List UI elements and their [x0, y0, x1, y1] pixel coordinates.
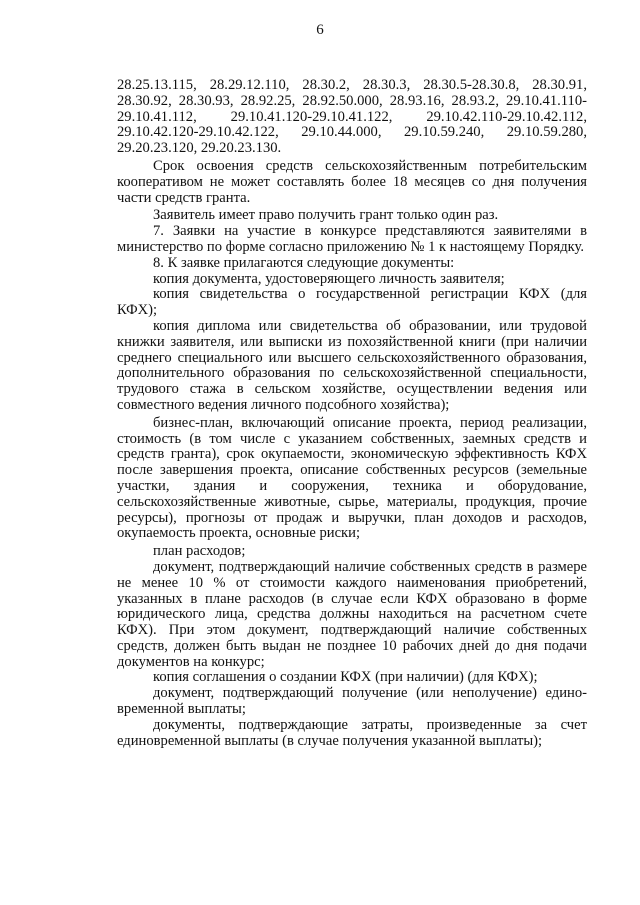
costs-documents-item: документы, подтверждающие затраты, произведенные за счет единовременной выплаты (в случае получения указанной выплаты);: [117, 716, 587, 749]
clause-7-paragraph: 7. Заявки на участие в конкурсе представляются заявителями в министерство по форме согласно приложению № 1 к настоящему Порядку.: [117, 223, 587, 255]
lump-sum-document-item: документ, подтверждающий получение (или неполучение) едино-временной выплаты;: [117, 685, 587, 718]
kfh-registration-item: копия свидетельства о государственной регистрации КФХ (для КФХ);: [117, 286, 587, 319]
passport-copy-item: копия документа, удостоверяющего личность заявителя;: [153, 270, 505, 287]
grant-once-paragraph: Заявитель имеет право получить грант только один раз.: [153, 207, 499, 224]
clause-8-paragraph: 8. К заявке прилагаются следующие документы:: [153, 254, 455, 271]
funds-term-paragraph: Срок освоения средств сельскохозяйственным потребительским кооперативом не может составлять более 18 месяцев со дня получения части средств гранта.: [117, 157, 587, 206]
agreement-copy-item: копия соглашения о создании КФХ (при наличии) (для КФХ);: [153, 669, 538, 686]
diploma-copy-item: копия диплома или свидетельства об образовании, или трудовой книжки заявителя, или выписки из похозяйственной книги (при наличии среднего специального или высшего сельскохозяйственного образования, дополнительного образования по сельскохозяйственной специальности, трудового стажа в сельском хозяйстве, осуществлении ведения или совместного ведения личного подсобного хозяйства);: [117, 317, 587, 413]
document-body: [117, 78, 587, 749]
expense-plan-item: план расходов;: [153, 543, 246, 560]
own-funds-document-item: документ, подтверждающий наличие собственных средств в размере не менее 10 % от стоимости каждого наименования приобретений, указанных в плане расходов (в случае если КФХ образовано в форме юридического лица, средства должны находиться на расчетном счете КФХ). При этом документ, подтверждающий наличие собственных средств, должен быть выдан не позднее 10 рабочих дней до дня подачи документов на конкурс;: [117, 558, 587, 670]
page-number: 6: [316, 22, 324, 38]
business-plan-item: бизнес-план, включающий описание проекта, период реализации, стоимость (в том числе с указанием собственных, заемных средств и средств гранта), срок окупаемости, экономическую эффективность КФХ после завершения проекта, описание собственных ресурсов (земельные участки, здания и сооружения, техника и оборудование, сельскохозяйственные животные, сырье, материалы, продукция, прочие ресурсы), прогнозы от продаж и выручки, план доходов и расходов, окупаемость проекта, основные риски;: [117, 414, 587, 542]
okpd-codes-paragraph: 28.25.13.115, 28.29.12.110, 28.30.2, 28.30.3, 28.30.5-28.30.8, 28.30.91, 28.30.92, 28.30.93, 28.92.25, 28.92.50.000, 28.93.16, 28.93.2, 29.10.41.110-29.10.41.112, 29.10.41.120-29.10.41.122, 29.10.42.110-29.10.42.112, 29.10.42.120-29.10.42.122, 29.10.44.000, 29.10.59.240, 29.10.59.280, 29.20.23.120, 29.20.23.130.: [117, 77, 587, 157]
